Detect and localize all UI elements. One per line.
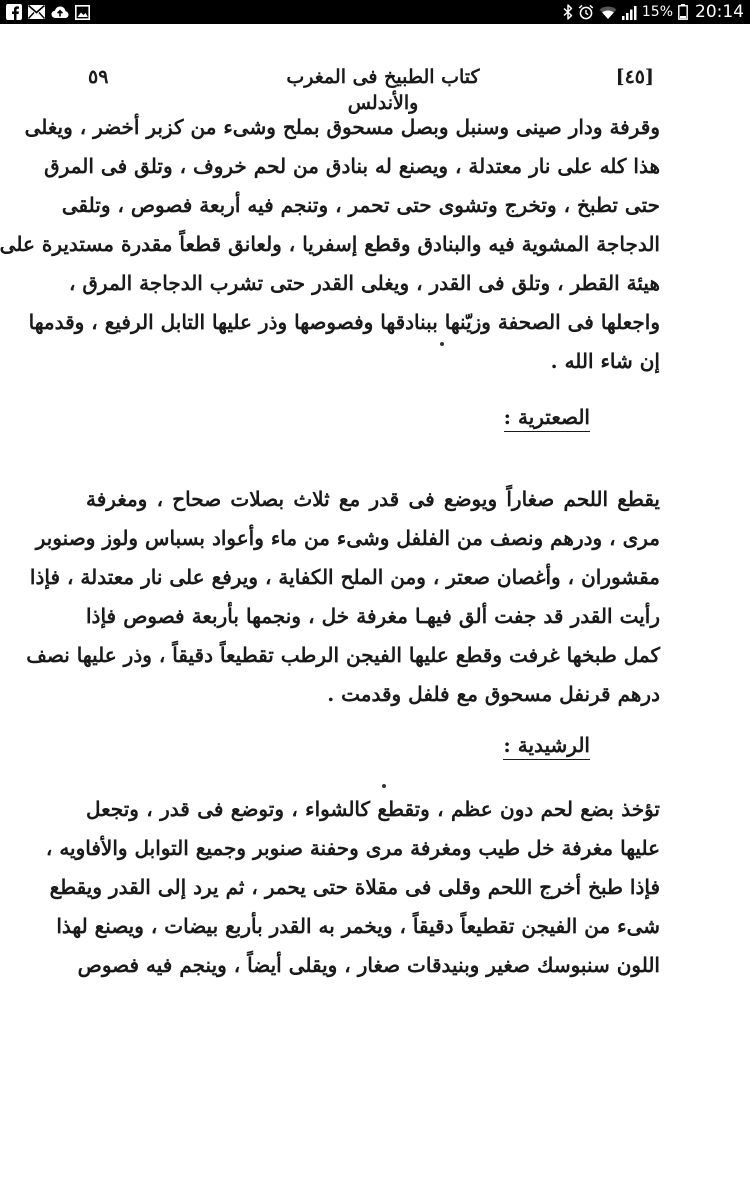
section-heading-text: الصعترية :	[504, 405, 590, 432]
battery-icon	[678, 4, 688, 20]
text-line: وقرفة ودار صينى وسنبل وبصل مسحوق بملح وشىء من كزبر أخضر ، ويغلى	[24, 115, 660, 139]
text-line: فإذا طبخ أخرج اللحم وقلى فى مقلاة حتى يحمر ، ثم يرد إلى القدر ويقطع	[49, 875, 660, 899]
section-heading-rashidiya	[503, 730, 590, 760]
signal-icon	[622, 5, 637, 20]
paragraph-saatariya	[26, 480, 660, 714]
paragraph-continuation	[0, 108, 660, 381]
text-line: هيئة القطر ، وتلق فى القدر ، ويغلى القدر حتى تشرب الدجاجة المرق ،	[69, 271, 660, 295]
text-line: رأيت القدر قد جفت ألق فيهـا مغرفة خل ، ونجمها بأربعة فصوص فإذا	[86, 604, 660, 628]
status-bar	[0, 0, 750, 24]
text-line: عليها مغرفة خل طيب ومغرفة مرى وحفنة صنوبر وجميع التوابل والأفاويه ،	[45, 836, 660, 860]
battery-percentage: 15%	[641, 4, 673, 20]
text-line: كمل طبخها غرفت وقطع عليها الفيجن الرطب تقطيعاً دقيقاً ، وذر عليها نصف	[26, 643, 660, 667]
section-heading-saatariya	[504, 402, 590, 432]
text-line: تؤخذ بضع لحم دون عظم ، وتقطع كالشواء ، وتوضع فى قدر ، وتجعل	[86, 797, 660, 821]
bluetooth-icon	[563, 4, 573, 20]
facebook-icon	[6, 4, 22, 20]
text-line: حتى تطبخ ، وتخرج وتشوى حتى تحمر ، وتنجم فيه أربعة فصوص ، وتلقى	[61, 193, 660, 217]
section-number: [٤٥]	[615, 66, 654, 88]
mail-icon	[28, 5, 45, 19]
text-line: هذا كله على نار معتدلة ، ويصنع له بنادق من لحم خروف ، وتلق فى المرق	[44, 154, 660, 178]
print-speck	[382, 784, 386, 788]
text-line: مرى ، ودرهم ونصف من الفلفل وشىء من ماء وأعواد بسباس ولوز وصنوبر	[35, 526, 660, 550]
book-page[interactable]	[0, 24, 750, 1200]
gallery-icon	[75, 5, 90, 20]
text-line: مقشوران ، وأغصان صعتر ، ومن الملح الكفاية ، ويرفع على نار معتدلة ، فإذا	[29, 565, 660, 589]
page-number: ٥٩	[88, 66, 109, 88]
clock: 20:14	[695, 2, 744, 22]
section-heading-text: الرشيدية :	[503, 733, 590, 760]
notification-icons	[6, 4, 90, 20]
page-header	[88, 64, 654, 114]
text-line: واجعلها فى الصحفة وزيّنها ببنادقها وفصوصها وذر عليها التابل الرفيع ، وقدمها	[28, 310, 660, 334]
print-speck	[440, 342, 444, 346]
text-line: شىء من الفيجن تقطيعاً دقيقاً ، ويخمر به القدر بأربع بيضات ، ويصنع لهذا	[56, 914, 660, 938]
text-line: درهم قرنفل مسحوق مع فلفل وقدمت .	[327, 682, 660, 706]
text-line: الدجاجة المشوية فيه والبنادق وقطع إسفريا ، ولعانق قطعاً مقدرة مستديرة على	[0, 232, 660, 256]
system-icons	[563, 0, 744, 24]
cloud-upload-icon	[51, 5, 69, 19]
paragraph-rashidiya	[45, 790, 660, 985]
wifi-icon	[599, 5, 617, 20]
text-line: إن شاء الله .	[550, 349, 660, 373]
alarm-icon	[578, 4, 594, 20]
text-line: اللون سنبوسك صغير وبنيدقات صغار ، ويقلى أيضاً ، وينجم فيه فصوص	[77, 953, 660, 977]
book-title: كتاب الطبيخ فى المغرب والأندلس	[286, 66, 480, 114]
text-line: يقطع اللحم صغاراً ويوضع فى قدر مع ثلاث بصلات صحاح ، ومغرفة	[86, 487, 660, 511]
